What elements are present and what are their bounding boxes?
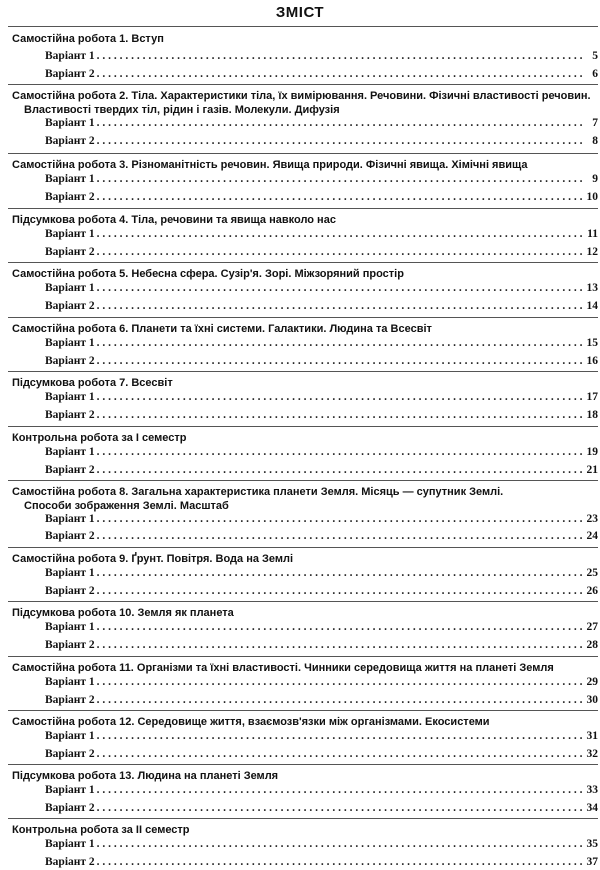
section-heading-text: Самостійна робота 11. Організми та їхні властивості. Чинники середовища життя на планеті Земля xyxy=(12,662,554,674)
section-heading xyxy=(12,213,592,227)
toc-entry[interactable] xyxy=(45,530,598,544)
toc-entry[interactable] xyxy=(45,355,598,369)
dot-leader xyxy=(97,135,584,147)
toc-entry[interactable] xyxy=(45,621,598,635)
variant-label: Варіант 2 xyxy=(45,300,95,312)
page-number: 37 xyxy=(586,856,598,868)
page-number: 10 xyxy=(586,191,598,203)
page-number: 7 xyxy=(592,117,598,129)
dot-leader xyxy=(97,676,584,688)
toc-entry[interactable] xyxy=(45,282,598,296)
toc-entry[interactable] xyxy=(45,446,598,460)
dot-leader xyxy=(97,446,584,458)
page-number: 13 xyxy=(586,282,598,294)
toc-entry[interactable] xyxy=(45,228,598,242)
dot-leader xyxy=(97,639,584,651)
section-divider xyxy=(8,208,598,209)
toc-entry[interactable] xyxy=(45,639,598,653)
variant-label: Варіант 1 xyxy=(45,337,95,349)
toc-entry[interactable] xyxy=(45,513,598,527)
page-number: 8 xyxy=(592,135,598,147)
toc-entry[interactable] xyxy=(45,391,598,405)
toc-entry[interactable] xyxy=(45,68,598,82)
section-heading xyxy=(12,32,592,46)
section-divider xyxy=(8,547,598,548)
toc-entry[interactable] xyxy=(45,191,598,205)
page-number: 19 xyxy=(586,446,598,458)
section-heading xyxy=(12,322,592,336)
section-divider xyxy=(8,601,598,602)
dot-leader xyxy=(97,391,584,403)
dot-leader xyxy=(97,228,584,240)
section-heading xyxy=(12,89,592,117)
section-heading-text: Підсумкова робота 7. Всесвіт xyxy=(12,377,173,389)
dot-leader xyxy=(97,730,584,742)
toc-entry[interactable] xyxy=(45,464,598,478)
variant-label: Варіант 1 xyxy=(45,117,95,129)
dot-leader xyxy=(97,117,584,129)
section-divider xyxy=(8,710,598,711)
section-heading-text: Підсумкова робота 13. Людина на планеті Земля xyxy=(12,770,279,782)
page-number: 33 xyxy=(586,784,598,796)
variant-label: Варіант 2 xyxy=(45,856,95,868)
section-divider xyxy=(8,153,598,154)
page-title: ЗМІСТ xyxy=(275,4,325,21)
toc-entry[interactable] xyxy=(45,567,598,581)
section-heading-continuation: Властивості твердих тіл, рідин і газів. Молекули. Дифузія xyxy=(24,104,340,116)
section-heading xyxy=(12,715,592,729)
page-number: 28 xyxy=(586,639,598,651)
section-heading-text: Самостійна робота 1. Вступ xyxy=(12,33,164,45)
page-number: 25 xyxy=(586,567,598,579)
page-number: 27 xyxy=(586,621,598,633)
toc-entry[interactable] xyxy=(45,730,598,744)
dot-leader xyxy=(97,567,584,579)
toc-entry[interactable] xyxy=(45,117,598,131)
section-heading-text: Підсумкова робота 10. Земля як планета xyxy=(12,607,234,619)
variant-label: Варіант 2 xyxy=(45,802,95,814)
toc-entry[interactable] xyxy=(45,856,598,870)
section-heading xyxy=(12,158,592,172)
variant-label: Варіант 2 xyxy=(45,191,95,203)
toc-entry[interactable] xyxy=(45,585,598,599)
variant-label: Варіант 1 xyxy=(45,228,95,240)
page-number: 12 xyxy=(586,246,598,258)
toc-entry[interactable] xyxy=(45,135,598,149)
page-number: 11 xyxy=(587,228,598,240)
section-heading xyxy=(12,823,592,837)
variant-label: Варіант 1 xyxy=(45,513,95,525)
dot-leader xyxy=(97,337,584,349)
section-heading-text: Самостійна робота 3. Різноманітність речовин. Явища природи. Фізичні явища. Хімічні явища xyxy=(12,159,528,171)
dot-leader xyxy=(97,173,584,185)
dot-leader xyxy=(97,50,584,62)
section-divider xyxy=(8,371,598,372)
page-number: 34 xyxy=(586,802,598,814)
variant-label: Варіант 1 xyxy=(45,282,95,294)
section-heading-text: Самостійна робота 5. Небесна сфера. Сузір'я. Зорі. Міжзоряний простір xyxy=(12,268,404,280)
section-divider xyxy=(8,656,598,657)
dot-leader xyxy=(97,464,584,476)
section-divider xyxy=(8,426,598,427)
toc-entry[interactable] xyxy=(45,173,598,187)
section-heading xyxy=(12,376,592,390)
variant-label: Варіант 2 xyxy=(45,530,95,542)
toc-entry[interactable] xyxy=(45,50,598,64)
section-heading xyxy=(12,769,592,783)
variant-label: Варіант 2 xyxy=(45,135,95,147)
section-heading-text: Самостійна робота 6. Планети та їхні системи. Галактики. Людина та Всесвіт xyxy=(12,323,432,335)
page-number: 18 xyxy=(586,409,598,421)
variant-label: Варіант 1 xyxy=(45,50,95,62)
variant-label: Варіант 2 xyxy=(45,694,95,706)
page-number: 26 xyxy=(586,585,598,597)
toc-entry[interactable] xyxy=(45,409,598,423)
variant-label: Варіант 2 xyxy=(45,409,95,421)
toc-entry[interactable] xyxy=(45,838,598,852)
section-heading xyxy=(12,267,592,281)
page-number: 14 xyxy=(586,300,598,312)
section-heading-text: Самостійна робота 8. Загальна характеристика планети Земля. Місяць — супутник Землі. xyxy=(12,486,504,498)
variant-label: Варіант 2 xyxy=(45,748,95,760)
variant-label: Варіант 1 xyxy=(45,173,95,185)
page-number: 5 xyxy=(592,50,598,62)
section-heading-text: Самостійна робота 12. Середовище життя, взаємозв'язки між організмами. Екосистеми xyxy=(12,716,490,728)
page-number: 15 xyxy=(586,337,598,349)
section-heading xyxy=(12,431,592,445)
toc-entry[interactable] xyxy=(45,784,598,798)
section-heading-text: Самостійна робота 2. Тіла. Характеристики тіла, їх вимірювання. Речовини. Фізичні властивості речовин. xyxy=(12,90,591,102)
variant-label: Варіант 1 xyxy=(45,567,95,579)
page-number: 30 xyxy=(586,694,598,706)
dot-leader xyxy=(97,856,584,868)
page-number: 35 xyxy=(586,838,598,850)
page-number: 31 xyxy=(586,730,598,742)
section-divider xyxy=(8,26,598,27)
section-heading-text: Контрольна робота за ІІ семестр xyxy=(12,824,190,836)
variant-label: Варіант 2 xyxy=(45,585,95,597)
page-number: 16 xyxy=(586,355,598,367)
variant-label: Варіант 1 xyxy=(45,446,95,458)
section-heading-text: Самостійна робота 9. Ґрунт. Повітря. Вода на Землі xyxy=(12,553,294,565)
variant-label: Варіант 1 xyxy=(45,838,95,850)
variant-label: Варіант 2 xyxy=(45,639,95,651)
dot-leader xyxy=(97,282,584,294)
dot-leader xyxy=(97,784,584,796)
dot-leader xyxy=(97,694,584,706)
variant-label: Варіант 1 xyxy=(45,621,95,633)
toc-entry[interactable] xyxy=(45,802,598,816)
section-divider xyxy=(8,84,598,85)
dot-leader xyxy=(97,621,584,633)
variant-label: Варіант 1 xyxy=(45,784,95,796)
variant-label: Варіант 1 xyxy=(45,391,95,403)
page-number: 24 xyxy=(586,530,598,542)
variant-label: Варіант 1 xyxy=(45,676,95,688)
section-divider xyxy=(8,262,598,263)
section-heading-text: Контрольна робота за І семестр xyxy=(12,432,187,444)
section-heading xyxy=(12,552,592,566)
section-divider xyxy=(8,480,598,481)
variant-label: Варіант 1 xyxy=(45,730,95,742)
page-number: 32 xyxy=(586,748,598,760)
toc-entry[interactable] xyxy=(45,337,598,351)
variant-label: Варіант 2 xyxy=(45,246,95,258)
dot-leader xyxy=(97,530,584,542)
section-heading-text: Підсумкова робота 4. Тіла, речовини та явища навколо нас xyxy=(12,214,336,226)
toc-entry[interactable] xyxy=(45,694,598,708)
toc-entry[interactable] xyxy=(45,676,598,690)
page-number: 9 xyxy=(592,173,598,185)
section-heading xyxy=(12,661,592,675)
variant-label: Варіант 2 xyxy=(45,68,95,80)
dot-leader xyxy=(97,748,584,760)
dot-leader xyxy=(97,802,584,814)
section-heading xyxy=(12,485,592,513)
dot-leader xyxy=(97,838,584,850)
dot-leader xyxy=(97,246,584,258)
page-number: 17 xyxy=(586,391,598,403)
toc-entry[interactable] xyxy=(45,748,598,762)
page-number: 23 xyxy=(586,513,598,525)
dot-leader xyxy=(97,300,584,312)
dot-leader xyxy=(97,585,584,597)
section-heading-continuation: Способи зображення Землі. Масштаб xyxy=(24,500,229,512)
variant-label: Варіант 2 xyxy=(45,355,95,367)
section-divider xyxy=(8,764,598,765)
section-divider xyxy=(8,317,598,318)
page-number: 29 xyxy=(586,676,598,688)
section-heading xyxy=(12,606,592,620)
dot-leader xyxy=(97,191,584,203)
dot-leader xyxy=(97,68,584,80)
page-number: 21 xyxy=(586,464,598,476)
dot-leader xyxy=(97,355,584,367)
toc-entry[interactable] xyxy=(45,246,598,260)
page-number: 6 xyxy=(592,68,598,80)
dot-leader xyxy=(97,513,584,525)
section-divider xyxy=(8,818,598,819)
toc-entry[interactable] xyxy=(45,300,598,314)
dot-leader xyxy=(97,409,584,421)
variant-label: Варіант 2 xyxy=(45,464,95,476)
